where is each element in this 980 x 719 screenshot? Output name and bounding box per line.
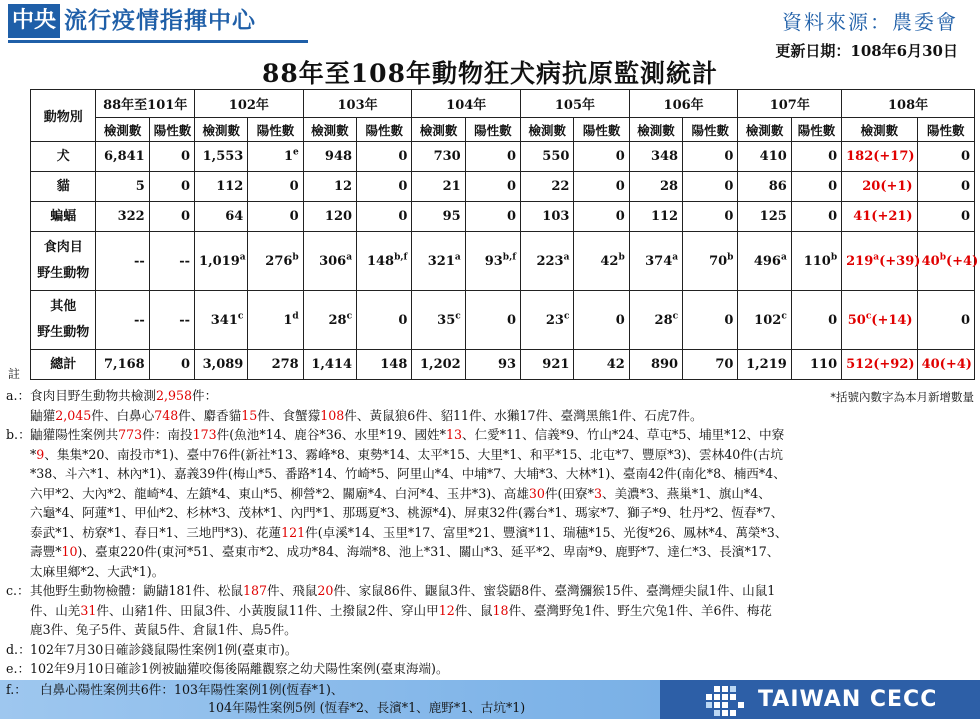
- footnote-mark: b: [618, 252, 625, 263]
- positive-count-cell: 278: [248, 350, 303, 380]
- table-row: [31, 172, 975, 202]
- period-header: 104年: [412, 90, 521, 118]
- tested-count-header: 檢測數: [842, 118, 917, 142]
- tested-count-cell: 410: [738, 142, 791, 172]
- tested-count-cell: 28$^c$: [629, 291, 682, 350]
- positive-count-cell: 0: [248, 172, 303, 202]
- footnote-mark: b: [292, 252, 299, 263]
- note-label: e.：: [6, 661, 31, 676]
- note-line: 泰武*1、枋寮*1、春日*1、三地門*3)、花蓮121件(卓溪*14、玉里*17、富里*21、豐濱*11、瑞穗*15、光復*26、鳳林*4、萬榮*3、: [30, 524, 788, 540]
- positive-count-cell: 0: [574, 172, 629, 202]
- tested-count-cell: 28$^c$: [303, 291, 356, 350]
- animal-category: 總計: [31, 350, 96, 380]
- positive-count-cell: 40(+4): [917, 350, 974, 380]
- positive-count-cell: 0: [791, 142, 841, 172]
- footnote-mark: c: [672, 311, 679, 322]
- footnote-mark: b: [939, 252, 946, 263]
- table-row: [31, 232, 975, 291]
- positive-count-cell: 70: [683, 350, 738, 380]
- tested-count-cell: 1,219: [738, 350, 791, 380]
- period-header: 102年: [195, 90, 304, 118]
- table-row: [31, 142, 975, 172]
- header-row-periods: [31, 90, 975, 118]
- animal-category: 其他 野生動物: [31, 291, 96, 350]
- tested-count-cell: 321$^a$: [412, 232, 465, 291]
- logo-badge: 中央: [8, 4, 60, 38]
- note-line: 件、山羌31件、山豬1件、田鼠3件、小黃腹鼠11件、土撥鼠2件、穿山甲12件、鼠18件、臺灣野兔1件、野生穴兔1件、羊6件、梅花: [30, 602, 772, 618]
- positive-count-cell: 0: [149, 350, 194, 380]
- positive-count-cell: 0: [683, 291, 738, 350]
- bracket-note: *括號內數字為本月新增數量: [830, 390, 974, 404]
- header-rule: [8, 40, 308, 43]
- tested-count-header: 檢測數: [738, 118, 791, 142]
- positive-count-cell: 0: [357, 142, 412, 172]
- positive-count-header: 陽性數: [248, 118, 303, 142]
- tested-count-cell: 1,202: [412, 350, 465, 380]
- note-line: 其他野生動物檢體：鼩鼱181件、松鼠187件、飛鼠20件、家鼠86件、鼴鼠3件、蜜袋鼯8件、臺灣獼猴15件、臺灣煙尖鼠1件、山鼠1: [30, 583, 776, 598]
- header-row-subheaders: [31, 118, 975, 142]
- note-line: 太麻里鄉*2、大武*1)。: [30, 563, 165, 579]
- period-header: 103年: [303, 90, 412, 118]
- note-line: 六甲*2、大內*2、龍崎*4、左鎮*4、東山*5、柳營*2、關廟*4、白河*4、玉井*3)、高雄30件(田寮*3、美濃*3、燕巢*1、旗山*4、: [30, 485, 771, 501]
- positive-count-header: 陽性數: [357, 118, 412, 142]
- note-line: 鹿3件、兔子5件、黃鼠5件、倉鼠1件、鳥5件。: [30, 622, 297, 637]
- positive-count-cell: 0: [791, 202, 841, 232]
- positive-count-header: 陽性數: [683, 118, 738, 142]
- positive-count-cell: 0: [149, 172, 194, 202]
- tested-count-cell: 3,089: [195, 350, 248, 380]
- positive-count-cell: 276$^b$: [248, 232, 303, 291]
- footnote-mark: a: [780, 252, 787, 263]
- footnote-mark: c: [455, 311, 461, 322]
- footnote-mark: c: [237, 311, 244, 322]
- category-header: 動物別: [31, 90, 96, 142]
- positive-count-cell: 0: [149, 202, 194, 232]
- note-line: 壽豐*10)、臺東220件(東河*51、臺東市*2、成功*84、海端*8、池上*31、關山*3、延平*2、卑南*9、鹿野*7、達仁*3、長濱*17、: [30, 544, 780, 559]
- tested-count-header: 檢測數: [521, 118, 574, 142]
- tested-count-header: 檢測數: [195, 118, 248, 142]
- tested-count-cell: 23$^c$: [521, 291, 574, 350]
- positive-count-cell: --: [149, 291, 194, 350]
- positive-count-cell: 0: [683, 142, 738, 172]
- footnote-mark: c: [563, 311, 570, 322]
- note-label: b.：: [6, 427, 31, 442]
- tested-count-cell: 5: [96, 172, 149, 202]
- note-label: a.：: [6, 388, 31, 403]
- positive-count-cell: 148$^{b,f}$: [357, 232, 412, 291]
- footnote-mark: b,f: [502, 252, 517, 263]
- positive-count-cell: $40^b(+4)$: [917, 232, 974, 291]
- tested-count-cell: 182(+17): [842, 142, 917, 172]
- positive-count-cell: 0: [465, 291, 520, 350]
- note-label: d.：: [6, 641, 31, 657]
- tested-count-cell: 374$^a$: [629, 232, 682, 291]
- tested-count-cell: 1,553: [195, 142, 248, 172]
- tested-count-cell: 112: [195, 172, 248, 202]
- note-mark: 註: [8, 367, 21, 381]
- positive-count-header: 陽性數: [791, 118, 841, 142]
- note-f-label: f.：: [6, 682, 27, 697]
- footnote-mark: c: [346, 311, 353, 322]
- note-line: 102年9月10日確診1例被鼬獾咬傷後隔離觀察之幼犬陽性案例(臺東海端)。: [30, 661, 449, 676]
- tested-count-cell: 125: [738, 202, 791, 232]
- positive-count-cell: 0: [149, 142, 194, 172]
- tested-count-cell: 6,841: [96, 142, 149, 172]
- footnote-mark: b: [727, 252, 734, 263]
- positive-count-cell: 148: [357, 350, 412, 380]
- tested-count-cell: --: [96, 291, 149, 350]
- note-line: 102年7月30日確診錢鼠陽性案例1例(臺東市)。: [30, 641, 298, 657]
- positive-count-cell: 42: [574, 350, 629, 380]
- footnote-mark: a: [454, 252, 461, 263]
- tested-count-cell: 20(+1): [842, 172, 917, 202]
- positive-count-header: 陽性數: [149, 118, 194, 142]
- positive-count-cell: 0: [357, 172, 412, 202]
- note-item: [6, 659, 972, 679]
- positive-count-cell: --: [149, 232, 194, 291]
- positive-count-cell: 0: [917, 202, 974, 232]
- footnote-mark: a: [873, 252, 880, 263]
- positive-count-header: 陽性數: [465, 118, 520, 142]
- table-row: [31, 291, 975, 350]
- positive-count-cell: 0: [791, 172, 841, 202]
- footnote-mark: a: [239, 252, 246, 263]
- positive-count-cell: 70$^b$: [683, 232, 738, 291]
- statistics-table-wrap: [30, 89, 979, 380]
- positive-count-cell: 0: [465, 172, 520, 202]
- positive-count-cell: 93$^{b,f}$: [465, 232, 520, 291]
- statistics-table: [30, 89, 979, 380]
- period-header: 108年: [842, 90, 975, 118]
- tested-count-cell: 730: [412, 142, 465, 172]
- positive-count-cell: 0: [357, 291, 412, 350]
- animal-category: 犬: [31, 142, 96, 172]
- animal-category: 貓: [31, 172, 96, 202]
- positive-count-cell: 0: [683, 202, 738, 232]
- positive-count-header: 陽性數: [917, 118, 974, 142]
- positive-count-cell: 0: [683, 172, 738, 202]
- period-header: 105年: [521, 90, 630, 118]
- note-item: [6, 425, 972, 581]
- tested-count-cell: 103: [521, 202, 574, 232]
- tested-count-cell: 120: [303, 202, 356, 232]
- tested-count-cell: 95: [412, 202, 465, 232]
- note-f-line2: 104年陽性案例5例 (恆春*2、長濱*1、鹿野*1、古坑*1): [208, 700, 526, 715]
- tested-count-cell: 86: [738, 172, 791, 202]
- footnote-mark: d: [292, 311, 299, 322]
- note-line: *9、集集*20、南投市*1)、臺中76件(新社*13、霧峰*8、東勢*14、太平*15、大里*1、和平*15、北屯*7、豐原*3)、雲林40件(古坑: [30, 446, 783, 462]
- positive-count-cell: 0: [917, 142, 974, 172]
- positive-count-cell: 0: [357, 202, 412, 232]
- note-item: [6, 640, 972, 660]
- tested-count-cell: 921: [521, 350, 574, 380]
- positive-count-cell: 0: [465, 142, 520, 172]
- notes-section: [6, 386, 972, 679]
- animal-category: 食肉目 野生動物: [31, 232, 96, 291]
- positive-count-cell: 0: [791, 291, 841, 350]
- note-item: [6, 386, 972, 425]
- tested-count-cell: 22: [521, 172, 574, 202]
- positive-count-cell: 0: [574, 142, 629, 172]
- tested-count-cell: 306$^a$: [303, 232, 356, 291]
- positive-count-cell: 0: [574, 202, 629, 232]
- note-line: 鼬獾2,045件、白鼻心748件、麝香貓15件、食蟹獴108件、黃鼠狼6件、貂11件、水獺17件、臺灣黑熊1件、石虎7件。: [30, 407, 703, 423]
- period-header: 107年: [738, 90, 842, 118]
- tested-count-cell: 341$^c$: [195, 291, 248, 350]
- note-label: c.：: [6, 583, 30, 598]
- positive-count-cell: 1e: [248, 142, 303, 172]
- positive-count-cell: 0: [917, 291, 974, 350]
- footer-brand: TAIWAN CECC: [758, 687, 938, 712]
- tested-count-cell: 1,414: [303, 350, 356, 380]
- update-date: 更新日期：108年6月30日: [775, 42, 958, 60]
- footnote-mark: a: [346, 252, 353, 263]
- tested-count-cell: 223$^a$: [521, 232, 574, 291]
- footnote-mark: b,f: [394, 252, 408, 263]
- footnote-mark: a: [672, 252, 679, 263]
- tested-count-header: 檢測數: [629, 118, 682, 142]
- positive-count-cell: 0: [465, 202, 520, 232]
- tested-count-cell: 512(+92): [842, 350, 917, 380]
- tested-count-cell: 102$^c$: [738, 291, 791, 350]
- tested-count-cell: 35$^c$: [412, 291, 465, 350]
- positive-count-cell: 110$^b$: [791, 232, 841, 291]
- tested-count-cell: 948: [303, 142, 356, 172]
- tested-count-cell: 12: [303, 172, 356, 202]
- table-row: [31, 202, 975, 232]
- tested-count-header: 檢測數: [412, 118, 465, 142]
- period-header: 106年: [629, 90, 738, 118]
- animal-category: 蝙蝠: [31, 202, 96, 232]
- positive-count-cell: 0: [917, 172, 974, 202]
- tested-count-cell: 550: [521, 142, 574, 172]
- tested-count-header: 檢測數: [96, 118, 149, 142]
- positive-count-cell: 42$^b$: [574, 232, 629, 291]
- tested-count-cell: 322: [96, 202, 149, 232]
- mosaic-logo-icon: [700, 684, 748, 716]
- page-title: 88年至108年動物狂犬病抗原監測統計: [262, 59, 718, 88]
- tested-count-cell: 1,019$^a$: [195, 232, 248, 291]
- tested-count-cell: 112: [629, 202, 682, 232]
- tested-count-cell: 21: [412, 172, 465, 202]
- note-line: 六龜*4、阿蓮*1、甲仙*2、杉林*3、茂林*1、內門*1、那瑪夏*3、桃源*4)、屏東32件(霧台*1、瑪家*7、獅子*9、牡丹*2、恆春*7、: [30, 505, 784, 520]
- positive-count-cell: 0: [574, 291, 629, 350]
- note-f: [6, 681, 525, 717]
- positive-count-cell: 0: [248, 202, 303, 232]
- note-line: *38、斗六*1、林內*1)、嘉義39件(梅山*5、番路*14、竹崎*5、阿里山*4、中埔*7、大埔*3、大林*1)、臺南42件(南化*8、楠西*4、: [30, 466, 786, 481]
- tested-count-cell: --: [96, 232, 149, 291]
- org-name: 流行疫情指揮中心: [64, 8, 256, 34]
- tested-count-header: 檢測數: [303, 118, 356, 142]
- positive-count-cell: 110: [791, 350, 841, 380]
- tested-count-cell: 41(+21): [842, 202, 917, 232]
- footnote-mark: c: [865, 311, 872, 322]
- tested-count-cell: $219^a(+39)$: [842, 232, 917, 291]
- tested-count-cell: 496$^a$: [738, 232, 791, 291]
- table-row: [31, 350, 975, 380]
- tested-count-cell: 28: [629, 172, 682, 202]
- footnote-mark: c: [781, 311, 787, 322]
- positive-count-cell: 93: [465, 350, 520, 380]
- note-line: 鼬獾陽性案例共773件：南投173件(魚池*14、鹿谷*36、水里*19、國姓*13、仁愛*11、信義*9、竹山*24、草屯*5、埔里*12、中寮: [30, 427, 785, 442]
- positive-count-header: 陽性數: [574, 118, 629, 142]
- period-header: 88年至101年: [96, 90, 195, 118]
- tested-count-cell: 7,168: [96, 350, 149, 380]
- positive-count-cell: 1$^d$: [248, 291, 303, 350]
- note-f-line1: 白鼻心陽性案例共6件：103年陽性案例1例(恆春*1)、: [40, 682, 344, 697]
- note-item: [6, 581, 972, 640]
- note-line: 食肉目野生動物共檢測2,958件：: [30, 388, 218, 403]
- data-source: 資料來源：農委會: [782, 10, 958, 34]
- tested-count-cell: $50^c(+14)$: [842, 291, 917, 350]
- tested-count-cell: 348: [629, 142, 682, 172]
- footnote-mark: e: [292, 147, 299, 158]
- tested-count-cell: 890: [629, 350, 682, 380]
- footnote-mark: b: [830, 252, 838, 263]
- footnote-mark: a: [563, 252, 570, 263]
- tested-count-cell: 64: [195, 202, 248, 232]
